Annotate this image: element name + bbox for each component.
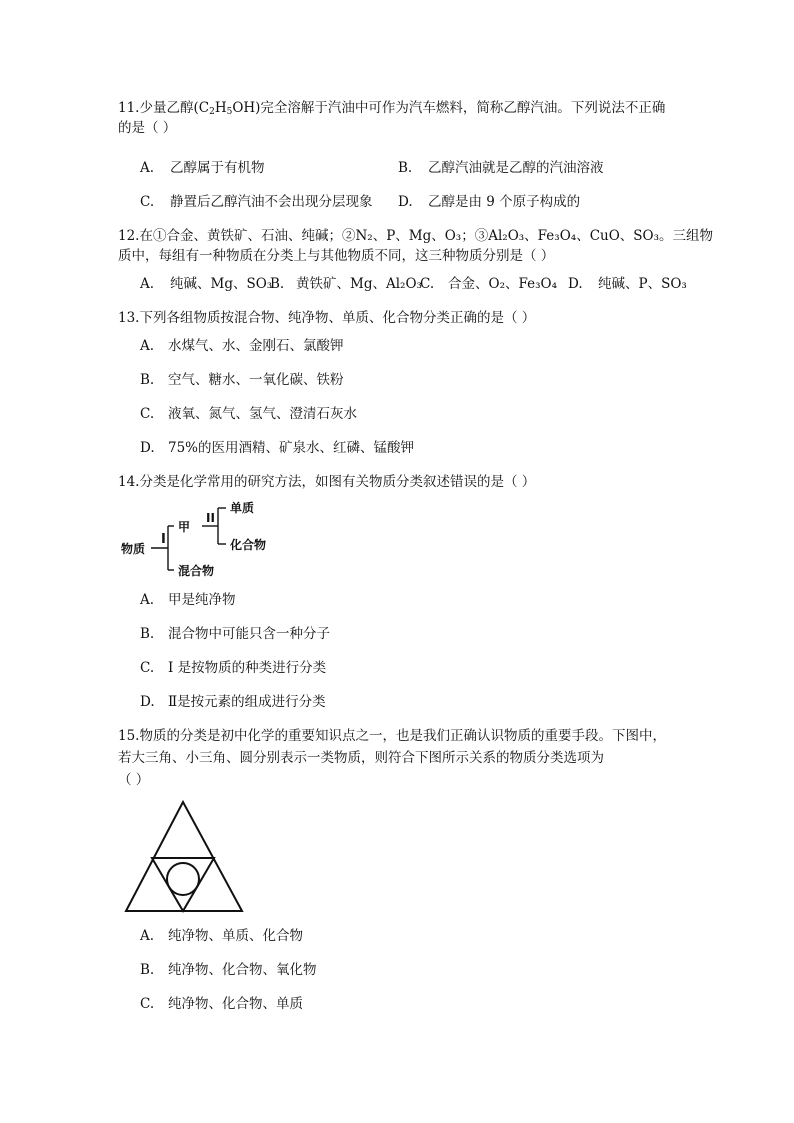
q15-option-a: A. xyxy=(140,928,155,944)
q15-option-c: C. xyxy=(140,996,155,1012)
q12-option-a: A. xyxy=(140,276,155,292)
q12-option-b-text: 黄铁矿、Mg、Al₂O₃ xyxy=(296,276,422,292)
diagram-leaf-bottom: 化合物 xyxy=(230,538,267,552)
q13-option-d-text: 75%的医用酒精、矿泉水、红磷、锰酸钾 xyxy=(168,440,415,456)
diagram-branch-top: 甲 xyxy=(178,520,191,534)
q14-option-d: D. xyxy=(140,694,155,710)
q15-option-c-text: 纯净物、化合物、单质 xyxy=(168,996,303,1012)
q12-option-d-text: 纯碱、P、SO₃ xyxy=(598,276,687,292)
q15-stem-line3: （ ） xyxy=(118,772,150,788)
q12-option-c-text: 合金、O₂、Fe₃O₄ xyxy=(448,276,557,292)
q14-option-c: C. xyxy=(140,660,155,676)
q14-option-b-text: 混合物中可能只含一种分子 xyxy=(168,626,330,642)
q15-option-b: B. xyxy=(140,962,155,978)
q15-stem-line2: 若大三角、小三角、圆分别表示一类物质，则符合下图所示关系的物质分类选项为 xyxy=(118,750,604,766)
q14-option-c-text: I 是按物质的种类进行分类 xyxy=(168,660,327,676)
q14-option-d-text: Ⅱ是按元素的组成进行分类 xyxy=(168,694,326,710)
q14-option-a: A. xyxy=(140,592,155,608)
nested-triangles-circle-diagram xyxy=(118,796,250,916)
q14-option-b: B. xyxy=(140,626,155,642)
diagram-split1-label: I xyxy=(161,532,166,547)
q13-option-c: C. xyxy=(140,406,155,422)
q13-option-b: B. xyxy=(140,372,155,388)
q13-stem: 13.下列各组物质按混合物、纯净物、单质、化合物分类正确的是（ ） xyxy=(118,310,536,326)
q15-stem-line1: 15.物质的分类是初中化学的重要知识点之一，也是我们正确认识物质的重要手段。下图中， xyxy=(118,728,666,744)
q11-option-c: C. xyxy=(140,194,155,210)
q11-option-d: D. xyxy=(398,194,413,210)
q13-option-a: A. xyxy=(140,338,155,354)
q11-option-b: B. xyxy=(398,160,413,176)
q11-stem-line1: 11.少量乙醇$(C_2H_5OH)$完全溶解于汽油中可作为汽车燃料，简称乙醇汽油。下列说法不正确 xyxy=(118,100,666,117)
q12-option-b: B. xyxy=(270,276,285,292)
q11-option-b-text: 乙醇汽油就是乙醇的汽油溶液 xyxy=(428,160,604,176)
q13-option-d: D. xyxy=(140,440,155,456)
q13-option-a-text: 水煤气、水、金刚石、氯酸钾 xyxy=(168,338,344,354)
q14-option-a-text: 甲是纯净物 xyxy=(168,592,236,608)
q15-option-b-text: 纯净物、化合物、氧化物 xyxy=(168,962,317,978)
q11-stem-line2: 的是（ ） xyxy=(118,120,177,136)
classification-tree-diagram xyxy=(118,496,298,582)
q11-option-c-text: 静置后乙醇汽油不会出现分层现象 xyxy=(170,194,373,210)
diagram-leaf-top: 单质 xyxy=(230,501,255,515)
q12-option-d: D. xyxy=(568,276,583,292)
q13-option-b-text: 空气、糖水、一氧化碳、铁粉 xyxy=(168,372,344,388)
inner-circle xyxy=(167,863,199,895)
q12-stem-line2: 质中，每组有一种物质在分类上与其他物质不同，这三种物质分别是（ ） xyxy=(118,248,555,264)
q12-stem-line1: 12.在①合金、黄铁矿、石油、纯碱；②N₂、P、Mg、O₃；③Al₂O₃、Fe₃O₄、CuO、SO₃。三组物 xyxy=(118,228,714,244)
q11-option-a-text: 乙醇属于有机物 xyxy=(170,160,265,176)
q12-option-c: C. xyxy=(420,276,435,292)
diagram-branch-bottom: 混合物 xyxy=(178,564,215,578)
q11-option-a: A. xyxy=(140,160,155,176)
diagram-root-label: 物质 xyxy=(121,542,146,556)
q15-option-a-text: 纯净物、单质、化合物 xyxy=(168,928,303,944)
q11-option-d-text: 乙醇是由 9 个原子构成的 xyxy=(428,194,581,210)
q13-option-c-text: 液氧、氮气、氢气、澄清石灰水 xyxy=(168,406,357,422)
q12-option-a-text: 纯碱、Mg、SO₃ xyxy=(170,276,273,292)
q14-stem: 14.分类是化学常用的研究方法，如图有关物质分类叙述错误的是（ ） xyxy=(118,474,536,490)
small-inverted-triangle xyxy=(152,858,214,911)
diagram-split2-label: II xyxy=(206,511,215,525)
